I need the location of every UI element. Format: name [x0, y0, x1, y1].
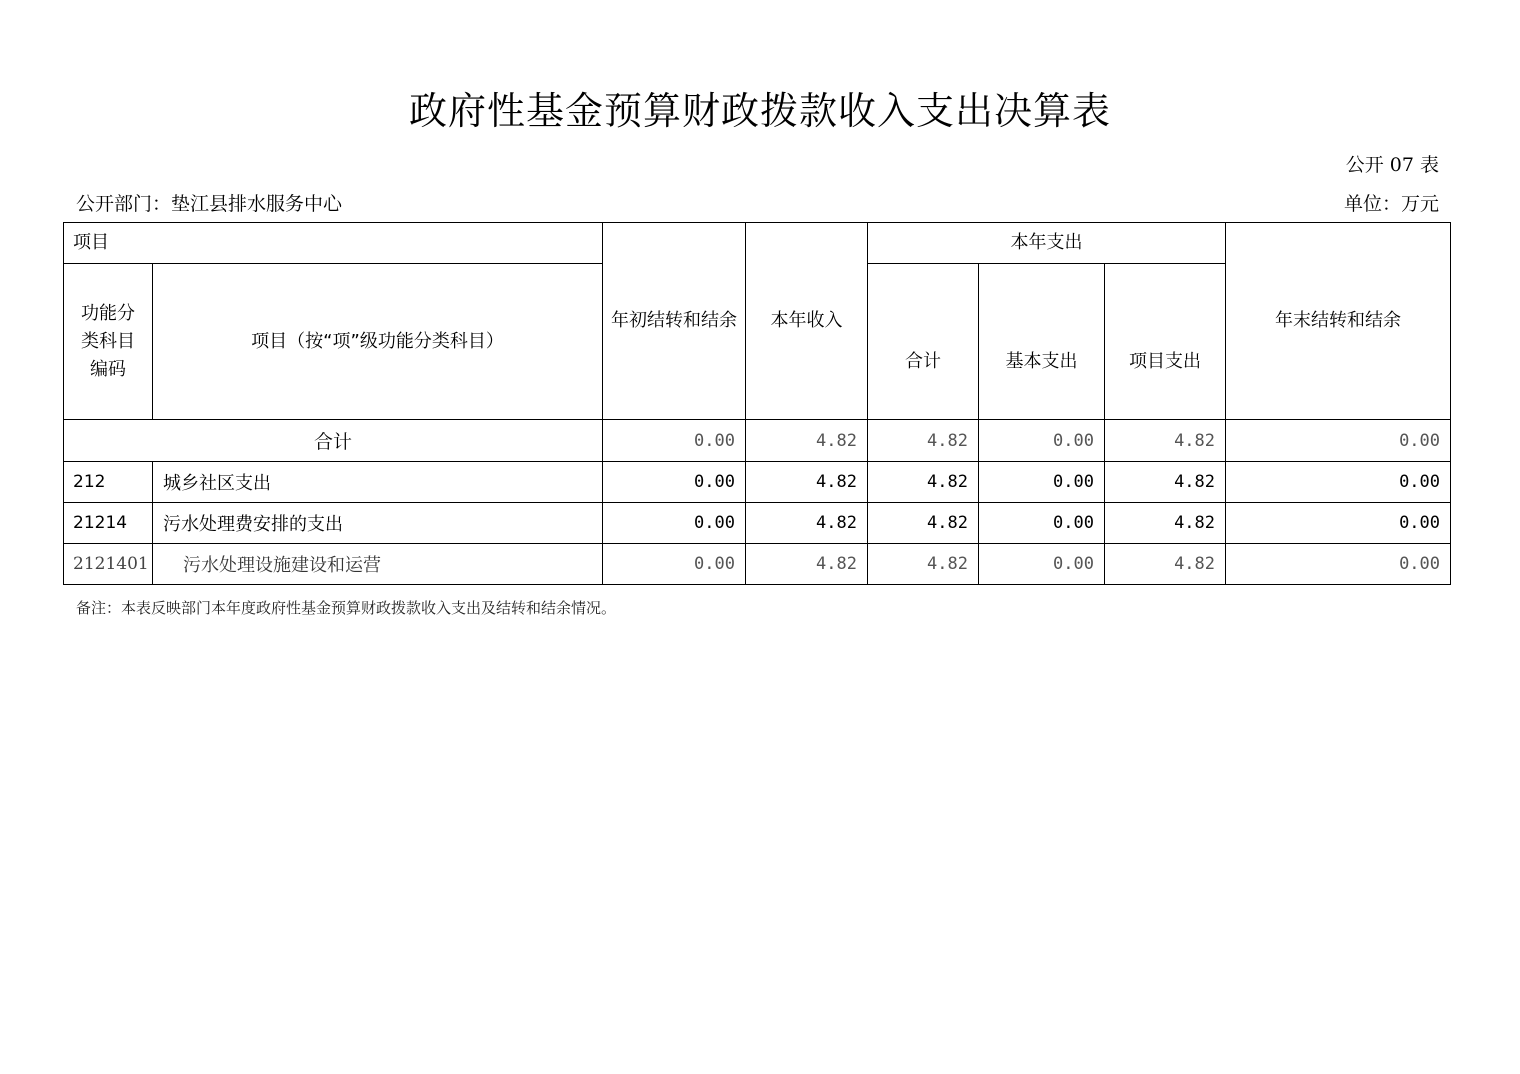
cell-value: 4.82 — [868, 420, 979, 462]
cell-value: 0.00 — [979, 544, 1105, 585]
form-number: 公开 07 表 — [1345, 154, 1439, 176]
page-title: 政府性基金预算财政拨款收入支出决算表 — [408, 89, 1111, 133]
header-code: 功能分类科目编码 — [64, 264, 153, 420]
cell-value: 4.82 — [746, 503, 868, 544]
footnote: 备注：本表反映部门本年度政府性基金预算财政拨款收入支出及结转和结余情况。 — [76, 599, 617, 617]
row-name: 城乡社区支出 — [153, 462, 603, 503]
row-name: 污水处理费安排的支出 — [153, 503, 603, 544]
cell-value: 0.00 — [1226, 420, 1451, 462]
header-expense-total: 合计 — [868, 264, 979, 420]
cell-value: 4.82 — [868, 503, 979, 544]
header-basic: 基本支出 — [979, 264, 1105, 420]
table-row — [64, 544, 1451, 585]
cell-value: 0.00 — [979, 462, 1105, 503]
header-name: 项目（按“项”级功能分类科目） — [153, 264, 603, 420]
cell-value: 0.00 — [1226, 503, 1451, 544]
header-project-exp: 项目支出 — [1105, 264, 1226, 420]
row-code: 212 — [64, 462, 153, 503]
cell-value: 4.82 — [868, 544, 979, 585]
department-label: 公开部门：垫江县排水服务中心 — [76, 193, 343, 215]
cell-value: 4.82 — [1105, 420, 1226, 462]
cell-value: 0.00 — [603, 462, 746, 503]
table-row — [64, 462, 1451, 503]
cell-value: 4.82 — [1105, 544, 1226, 585]
cell-value: 4.82 — [746, 420, 868, 462]
cell-value: 4.82 — [746, 544, 868, 585]
cell-value: 0.00 — [603, 503, 746, 544]
row-code: 2121401 — [64, 544, 153, 585]
header-income: 本年收入 — [746, 223, 868, 420]
cell-value: 4.82 — [1105, 462, 1226, 503]
cell-value: 4.82 — [1105, 503, 1226, 544]
total-row — [64, 420, 1451, 462]
row-name: 污水处理设施建设和运营 — [153, 544, 603, 585]
cell-value: 0.00 — [603, 420, 746, 462]
header-project: 项目 — [64, 223, 603, 264]
cell-value: 0.00 — [1226, 544, 1451, 585]
cell-value: 0.00 — [603, 544, 746, 585]
cell-value: 0.00 — [979, 420, 1105, 462]
unit-label: 单位：万元 — [1343, 193, 1439, 215]
header-begin-balance: 年初结转和结余 — [603, 223, 746, 420]
header-end-balance: 年末结转和结余 — [1226, 223, 1451, 420]
cell-value: 0.00 — [1226, 462, 1451, 503]
cell-value: 4.82 — [868, 462, 979, 503]
budget-table — [63, 222, 1451, 585]
table-row — [64, 503, 1451, 544]
total-label: 合计 — [64, 420, 603, 462]
cell-value: 4.82 — [746, 462, 868, 503]
header-expense-group: 本年支出 — [868, 223, 1226, 264]
cell-value: 0.00 — [979, 503, 1105, 544]
row-code: 21214 — [64, 503, 153, 544]
